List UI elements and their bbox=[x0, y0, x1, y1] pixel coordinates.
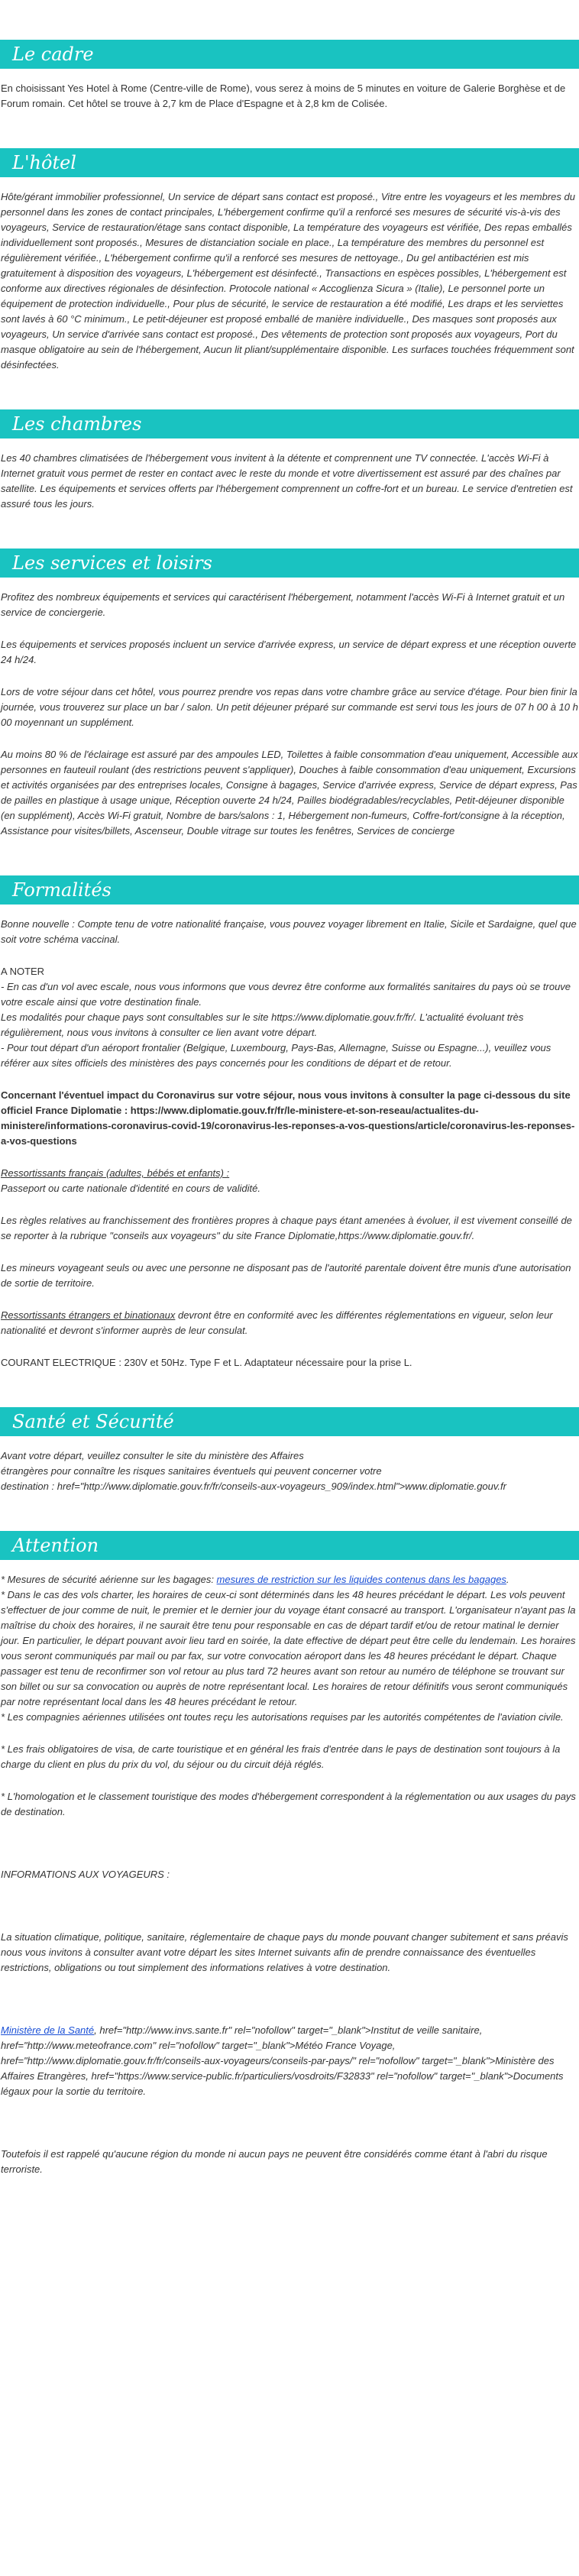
formalites-ressortissants-heading: Ressortissants français (adultes, bébés et enfants) : bbox=[1, 1167, 230, 1179]
attention-informations-heading: INFORMATIONS AUX VOYAGEURS : bbox=[1, 1869, 170, 1880]
chambres-text: Les 40 chambres climatisées de l'hébergement vous invitent à la détente et comprennent une TV connectée. L'accès Wi-Fi à Internet gratuit vous permet de rester en contact avec le reste du monde et votre divertissement est assuré par des chaînes par satellite. Les équipements et services offerts par l'hébergement comprennent un coffre-fort et un bureau. Le service d'entretien est assuré tous les jours. bbox=[1, 452, 573, 510]
cadre-text: En choisissant Yes Hotel à Rome (Centre-ville de Rome), vous serez à moins de 5 minutes en voiture de Galerie Borghèse et de Forum romain. Cet hôtel se trouve à 2,7 km de Place d'Espagne et à 2,8 km de Colisée. bbox=[1, 83, 566, 109]
services-p2: Les équipements et services proposés incluent un service d'arrivée express, un service de départ express et une réception ouverte 24 h/24. bbox=[1, 639, 577, 665]
attention-frais: * Les frais obligatoires de visa, de carte touristique et en général les frais d'entrée dans le pays de destination sont toujours à la charge du client en plus du prix du vol, du séjour ou du circuit déjà réglés. bbox=[1, 1743, 561, 1770]
page-content bbox=[0, 40, 579, 2177]
section-title-formalites: Formalités bbox=[0, 875, 579, 905]
ministere-sante-link[interactable]: Ministère de la Santé bbox=[1, 2024, 95, 2036]
attention-liens-text: , href="http://www.invs.sante.fr" rel="nofollow" target="_blank">Institut de veille sanitaire, href="http://www.meteofrance.com" rel="nofollow" target="_blank">Météo France Voyage, href="http://www.diplomatie.gouv.fr/fr/conseils-aux-voyageurs/conseils-par-pays/" rel="nofollow" target="_blank">Ministère des Affaires Etrangères, href="https://www.service-public.fr/particuliers/vosdroits/F32833" rel="nofollow" target="_blank">Documents légaux pour la sortie du territoire. bbox=[1, 2024, 564, 2097]
formalites-etrangers-text: devront être en conformité avec les différentes réglementations en vigueur, selon leur nationalité et devront s'informer auprès de leur consulat. bbox=[1, 1309, 553, 1336]
attention-situation-1: La situation climatique, politique, sanitaire, réglementaire de chaque pays du monde pouvant changer subitement et sans préavis bbox=[1, 1931, 568, 1943]
attention-situation-2: nous vous invitons à consulter avant votre départ les sites Internet suivants afin de prendre connaissance des éventuelles restrictions, obligations ou tout simplement des informations relatives à votre destination. bbox=[1, 1947, 536, 1973]
attention-bagages bbox=[0, 1572, 579, 1587]
attention-charter: * Dans le cas des vols charter, les horaires de ceux-ci sont déterminés dans les 48 heures précédant le départ. Les vols peuvent s'effectuer de jour comme de nuit, le premier et le dernier jour du voyage étant consacré au transport. L'organisateur n'ayant pas la maîtrise du choix des horaires, il ne saurait être tenu pour responsable en cas de départ tardif et/ou de retour matinal le dernier jour. En particulier, le départ pouvant avoir lieu tard en soirée, la date effective de départ peut être celle du lendemain. Les horaires vous seront communiqués par mail ou par fax, sur votre convocation aéroport dans les 48 heures précédant le départ. Chaque passager est tenu de reconfirmer son vol retour au plus tard 72 heures avant son retour au numéro de téléphone se trouvant sur son billet ou sur sa convocation ou auprès de notre représentant local. Les horaires de retour définitifs vous seront communiqués par notre représentant local dans les 48 heures précédant le retour. bbox=[1, 1589, 576, 1707]
formalites-courant: COURANT ELECTRIQUE : 230V et 50Hz. Type F et L. Adaptateur nécessaire pour la prise L. bbox=[1, 1357, 412, 1368]
attention-bagages-text: * Mesures de sécurité aérienne sur les bagages: bbox=[1, 1574, 217, 1585]
formalites-coronavirus: Concernant l'éventuel impact du Coronavirus sur votre séjour, nous vous invitons à consulter la page ci-dessous du site officiel France Diplomatie : https://www.diplomatie.gouv.fr/fr/le-ministere-et-son-reseau/actualites-du-ministere/informations-coronavirus-covid-19/coronavirus-les-reponses-a-vos-questions/article/coronavirus-les-reponses-a-vos-questions bbox=[1, 1089, 575, 1147]
bagages-restriction-link[interactable]: mesures de restriction sur les liquides contenus dans les bagages bbox=[216, 1574, 506, 1585]
sante-line-3: destination : href="http://www.diplomatie.gouv.fr/fr/conseils-aux-voyageurs_909/index.html">www.diplomatie.gouv.fr bbox=[1, 1481, 506, 1492]
attention-homologation: * L'homologation et le classement touristique des modes d'hébergement correspondent à la réglementation ou aux usages du pays de destination. bbox=[1, 1791, 576, 1817]
section-title-hotel: L'hôtel bbox=[0, 148, 579, 177]
attention-bagages-end: . bbox=[506, 1574, 509, 1585]
formalites-mineurs: Les mineurs voyageant seuls ou avec une personne ne disposant pas de l'autorité parentale doivent être munis d'une autorisation de sortie de territoire. bbox=[1, 1262, 571, 1289]
attention-terrorisme: Toutefois il est rappelé qu'aucune région du monde ni aucun pays ne peuvent être considérés comme étant à l'abri du risque terroriste. bbox=[1, 2148, 548, 2175]
formalites-etrangers-label: Ressortissants étrangers et binationaux bbox=[1, 1309, 176, 1321]
section-title-sante: Santé et Sécurité bbox=[0, 1407, 579, 1436]
formalites-etrangers bbox=[0, 1308, 579, 1338]
sante-line-1: Avant votre départ, veuillez consulter le site du ministère des Affaires bbox=[1, 1450, 304, 1461]
services-p4: Au moins 80 % de l'éclairage est assuré par des ampoules LED, Toilettes à faible consommation d'eau uniquement, Accessible aux personnes en fauteuil roulant (des restrictions peuvent s'appliquer), Douches à faible consommation d'eau uniquement, Excursions et activités organisées par des entreprises locales, Consigne à bagages, Service d'arrivée express, Service de départ express, Pas de pailles en plastique à usage unique, Réception ouverte 24 h/24, Pailles biodégradables/recyclables, Petit-déjeuner disponible (en supplément), Accès Wi-Fi gratuit, Nombre de bars/salons : 1, Hébergement non-fumeurs, Coffre-fort/consigne à la réception, Assistance pour visites/billets, Ascenseur, Double vitrage sur toutes les fenêtres, Services de concierge bbox=[1, 749, 578, 837]
attention-liens bbox=[0, 2023, 579, 2099]
formalites-p1: Bonne nouvelle : Compte tenu de votre nationalité française, vous pouvez voyager librement en Italie, Sicile et Sardaigne, quel que soit votre schéma vaccinal. bbox=[1, 918, 577, 945]
services-p3: Lors de votre séjour dans cet hôtel, vous pourrez prendre vos repas dans votre chambre grâce au service d'étage. Pour bien finir la journée, vous trouverez sur place un bar / salon. Un petit déjeuner préparé sur commande est servi tous les jours de 07 h 00 à 10 h 00 moyennant un supplément. bbox=[1, 686, 578, 728]
formalites-note-heading: A NOTER bbox=[1, 966, 45, 977]
services-p1: Profitez des nombreux équipements et services qui caractérisent l'hébergement, notamment l'accès Wi-Fi à Internet gratuit et un service de conciergerie. bbox=[1, 591, 565, 618]
formalites-regles: Les règles relatives au franchissement des frontières propres à chaque pays étant amenées à évoluer, il est vivement conseillé de se reporter à la rubrique "conseils aux voyageurs" du site France Diplomatie,https://www.diplomatie.gouv.fr/. bbox=[1, 1215, 572, 1241]
attention-compagnies: * Les compagnies aériennes utilisées ont toutes reçu les autorisations requises par les autorités compétentes de l'aviation civile. bbox=[1, 1711, 564, 1723]
formalites-ressortissants-text: Passeport ou carte nationale d'identité en cours de validité. bbox=[1, 1183, 260, 1194]
formalites-note-1: - En cas d'un vol avec escale, nous vous informons que vous devrez être conforme aux formalités sanitaires du pays où se trouve votre escale ainsi que votre destination finale. bbox=[1, 981, 571, 1008]
sante-line-2: étrangères pour connaître les risques sanitaires éventuels qui peuvent concerner votre bbox=[1, 1465, 382, 1477]
formalites-note-3: - Pour tout départ d'un aéroport frontalier (Belgique, Luxembourg, Pays-Bas, Allemagne, Suisse ou Espagne...), veuillez vous référer aux sites officiels des ministères des pays concernés pour les conditions de départ et de retour. bbox=[1, 1042, 552, 1069]
section-title-cadre: Le cadre bbox=[0, 40, 579, 69]
section-title-attention: Attention bbox=[0, 1531, 579, 1560]
formalites-note-2: Les modalités pour chaque pays sont consultables sur le site https://www.diplomatie.gouv.fr/fr/. L'actualité évoluant très régulièrement, nous vous invitons à consulter ce lien avant votre départ. bbox=[1, 1011, 524, 1038]
hotel-text: Hôte/gérant immobilier professionnel, Un service de départ sans contact est proposé., Vitre entre les voyageurs et les membres du personnel dans les zones de contact principales, L'hébergement confirme qu'il a renforcé ses mesures de sécurité vis-à-vis des voyageurs, Service de restauration/étage sans contact disponible, La température des voyageurs est vérifiée, Des repas emballés individuellement sont proposés., Mesures de distanciation sociale en place., La température des membres du personnel est régulièrement vérifiée., L'hébergement confirme qu'il a renforcé ses mesures de nettoyage., Du gel antibactérien est mis gratuitement à disposition des voyageurs, L'hébergement est désinfecté., Transactions en espèces possibles, L'hébergement est conforme aux directives régionales de désinfection. Protocole national « Accoglienza Sicura » (Italie), Le personnel porte un équipement de protection individuelle., Pour plus de sécurité, le service de restauration a été modifié, Les draps et les serviettes sont lavés à 60 °C minimum., Le petit-déjeuner est proposé emballé de manière individuelle., Des masques sont proposés aux voyageurs, Un service d'arrivée sans contact est proposé., Des vêtements de protection sont proposés aux voyageurs, Port du masque obligatoire au sein de l'hébergement, Aucun lit pliant/supplémentaire disponible. Les surfaces touchées fréquemment sont désinfectées. bbox=[1, 191, 575, 371]
section-title-services: Les services et loisirs bbox=[0, 549, 579, 578]
section-title-chambres: Les chambres bbox=[0, 409, 579, 439]
